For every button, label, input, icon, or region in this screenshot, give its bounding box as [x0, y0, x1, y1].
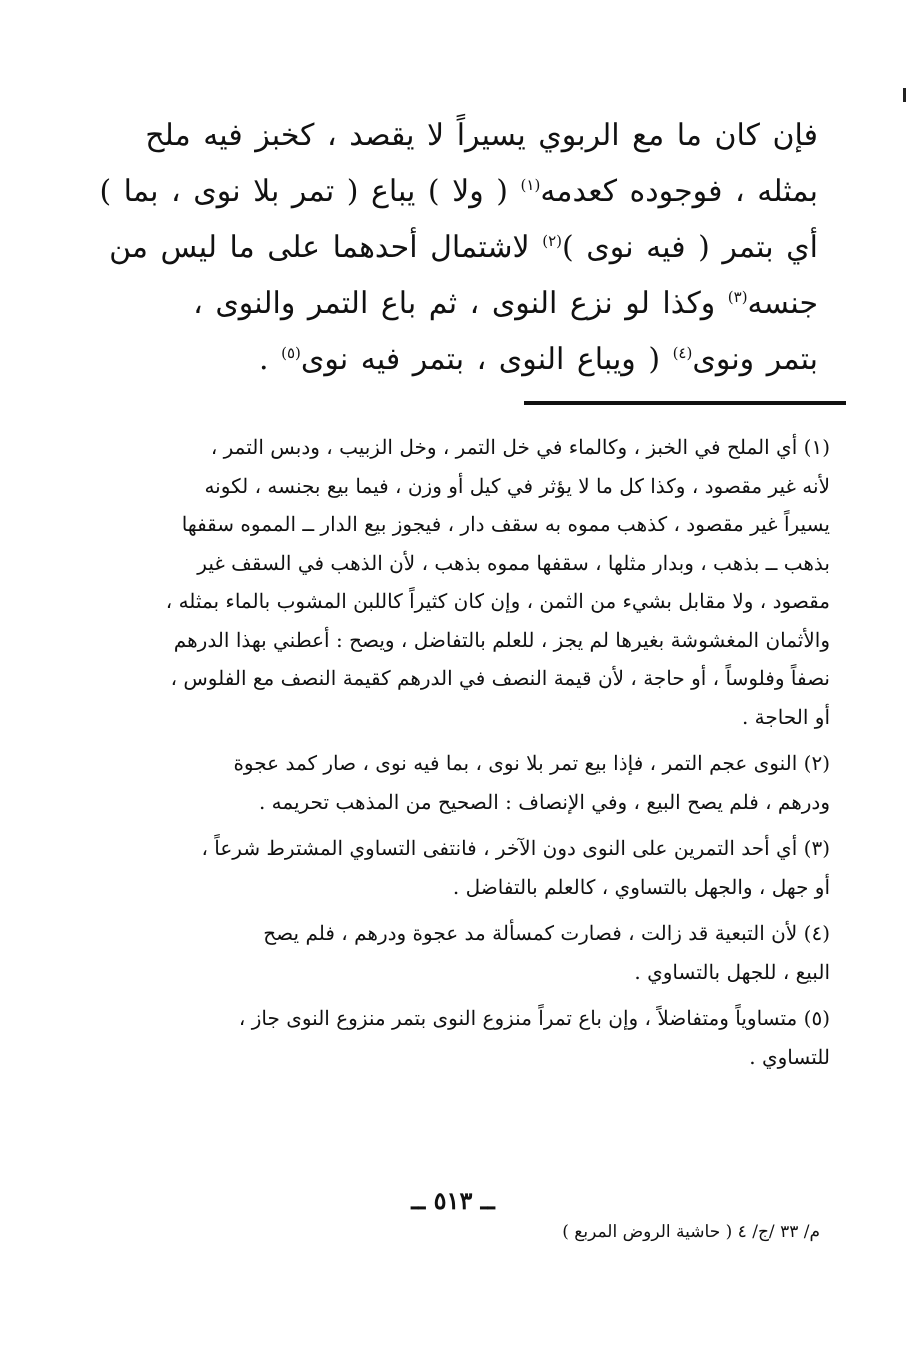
footnote-line: أو الحاجة . — [741, 704, 830, 729]
footnote-line: (٤) لأن التبعية قد زالت ، فصارت كمسألة مد عجوة ودرهم ، فلم يصح — [263, 921, 830, 945]
footnote-line: أو جهل ، والجهل بالتساوي ، كالعلم بالتفاضل . — [452, 874, 830, 899]
footnote-ref[interactable]: (٥) — [281, 344, 301, 362]
footnote-line: بذهب ــ بذهب ، وبدار مثلها ، سقفها مموه بذهب ، لأن الذهب في السقف غير — [197, 550, 830, 575]
footnotes — [88, 428, 830, 1084]
page-number: ــ ٥١٣ ــ — [411, 1186, 495, 1215]
footnote-ref[interactable]: (٣) — [727, 288, 748, 306]
footnote-line: ودرهم ، فلم يصح البيع ، وفي الإنصاف : الصحيح من المذهب تحريمه . — [258, 789, 830, 814]
main-line: جنسه$^{(٣)}$ وكذا لو نزع النوى ، ثم باع التمر والنوى ، — [193, 286, 818, 321]
footnote-line: والأثمان المغشوشة بغيرها لم يجز ، للعلم بالتفاضل ، ويصح : أعطني بهذا الدرهم — [173, 627, 830, 652]
footnote-line: البيع ، للجهل بالتساوي . — [634, 959, 830, 984]
main-text — [88, 108, 818, 388]
main-line: فإن كان ما مع الربوي يسيراً لا يقصد ، كخبز فيه ملح — [145, 118, 818, 153]
footnote-line: يسيراً غير مقصود ، كذهب مموه به سقف دار ، فيجوز بيع الدار ــ المموه سقفها — [181, 512, 830, 536]
footnote-2 — [88, 744, 830, 821]
printer-signature: م/ ٣٣ /ج/ ٤ ( حاشية الروض المربع ) — [562, 1222, 820, 1242]
footnote-3 — [88, 829, 830, 906]
main-line: أي بتمر ( فيه نوى )$^{(٢)}$ لاشتمال أحدهما على ما ليس من — [109, 230, 818, 265]
footnote-line: (٣) أي أحد التمرين على النوى دون الآخر ، فانتفى التساوي المشترط شرعاً ، — [201, 836, 830, 860]
main-line: بمثله ، فوجوده كعدمه$^{(١)}$ ( ولا ) يباع ( تمر بلا نوى ، بما ) — [99, 174, 818, 209]
footnote-separator — [524, 401, 846, 405]
footnote-line: للتساوي . — [749, 1044, 830, 1069]
footnote-line: (١) أي الملح في الخبز ، وكالماء في خل التمر ، وخل الزبيب ، ودبس التمر ، — [210, 435, 830, 459]
footnote-ref[interactable]: (٢) — [542, 232, 562, 250]
main-line: بتمر ونوى$^{(٤)}$ ( ويباع النوى ، بتمر فيه نوى$^{(٥)}$ . — [259, 342, 818, 377]
footnote-line: (٥) متساوياً ومتفاضلاً ، وإن باع تمراً منزوع النوى بتمر منزوع النوى جاز ، — [238, 1006, 830, 1030]
footnote-5 — [88, 999, 830, 1076]
footnote-4 — [88, 914, 830, 991]
footnote-line: مقصود ، ولا مقابل بشيء من الثمن ، وإن كان كثيراً كاللبن المشوب بالماء بمثله ، — [165, 589, 830, 613]
footnote-ref[interactable]: (٤) — [672, 344, 693, 362]
footnote-line: لأنه غير مقصود ، وكذا كل ما لا يؤثر في كيل أو وزن ، فيما بيع بجنسه ، لكونه — [204, 473, 830, 498]
footnote-line: نصفاً وفلوساً ، أو حاجة ، لأن قيمة النصف في الدرهم كقيمة النصف مع الفلوس ، — [170, 666, 830, 690]
footnote-1 — [88, 428, 830, 736]
footnote-line: (٢) النوى عجم التمر ، فإذا بيع تمر بلا نوى ، بما فيه نوى ، صار كمد عجوة — [233, 751, 830, 775]
footnote-ref[interactable]: (١) — [520, 176, 541, 194]
